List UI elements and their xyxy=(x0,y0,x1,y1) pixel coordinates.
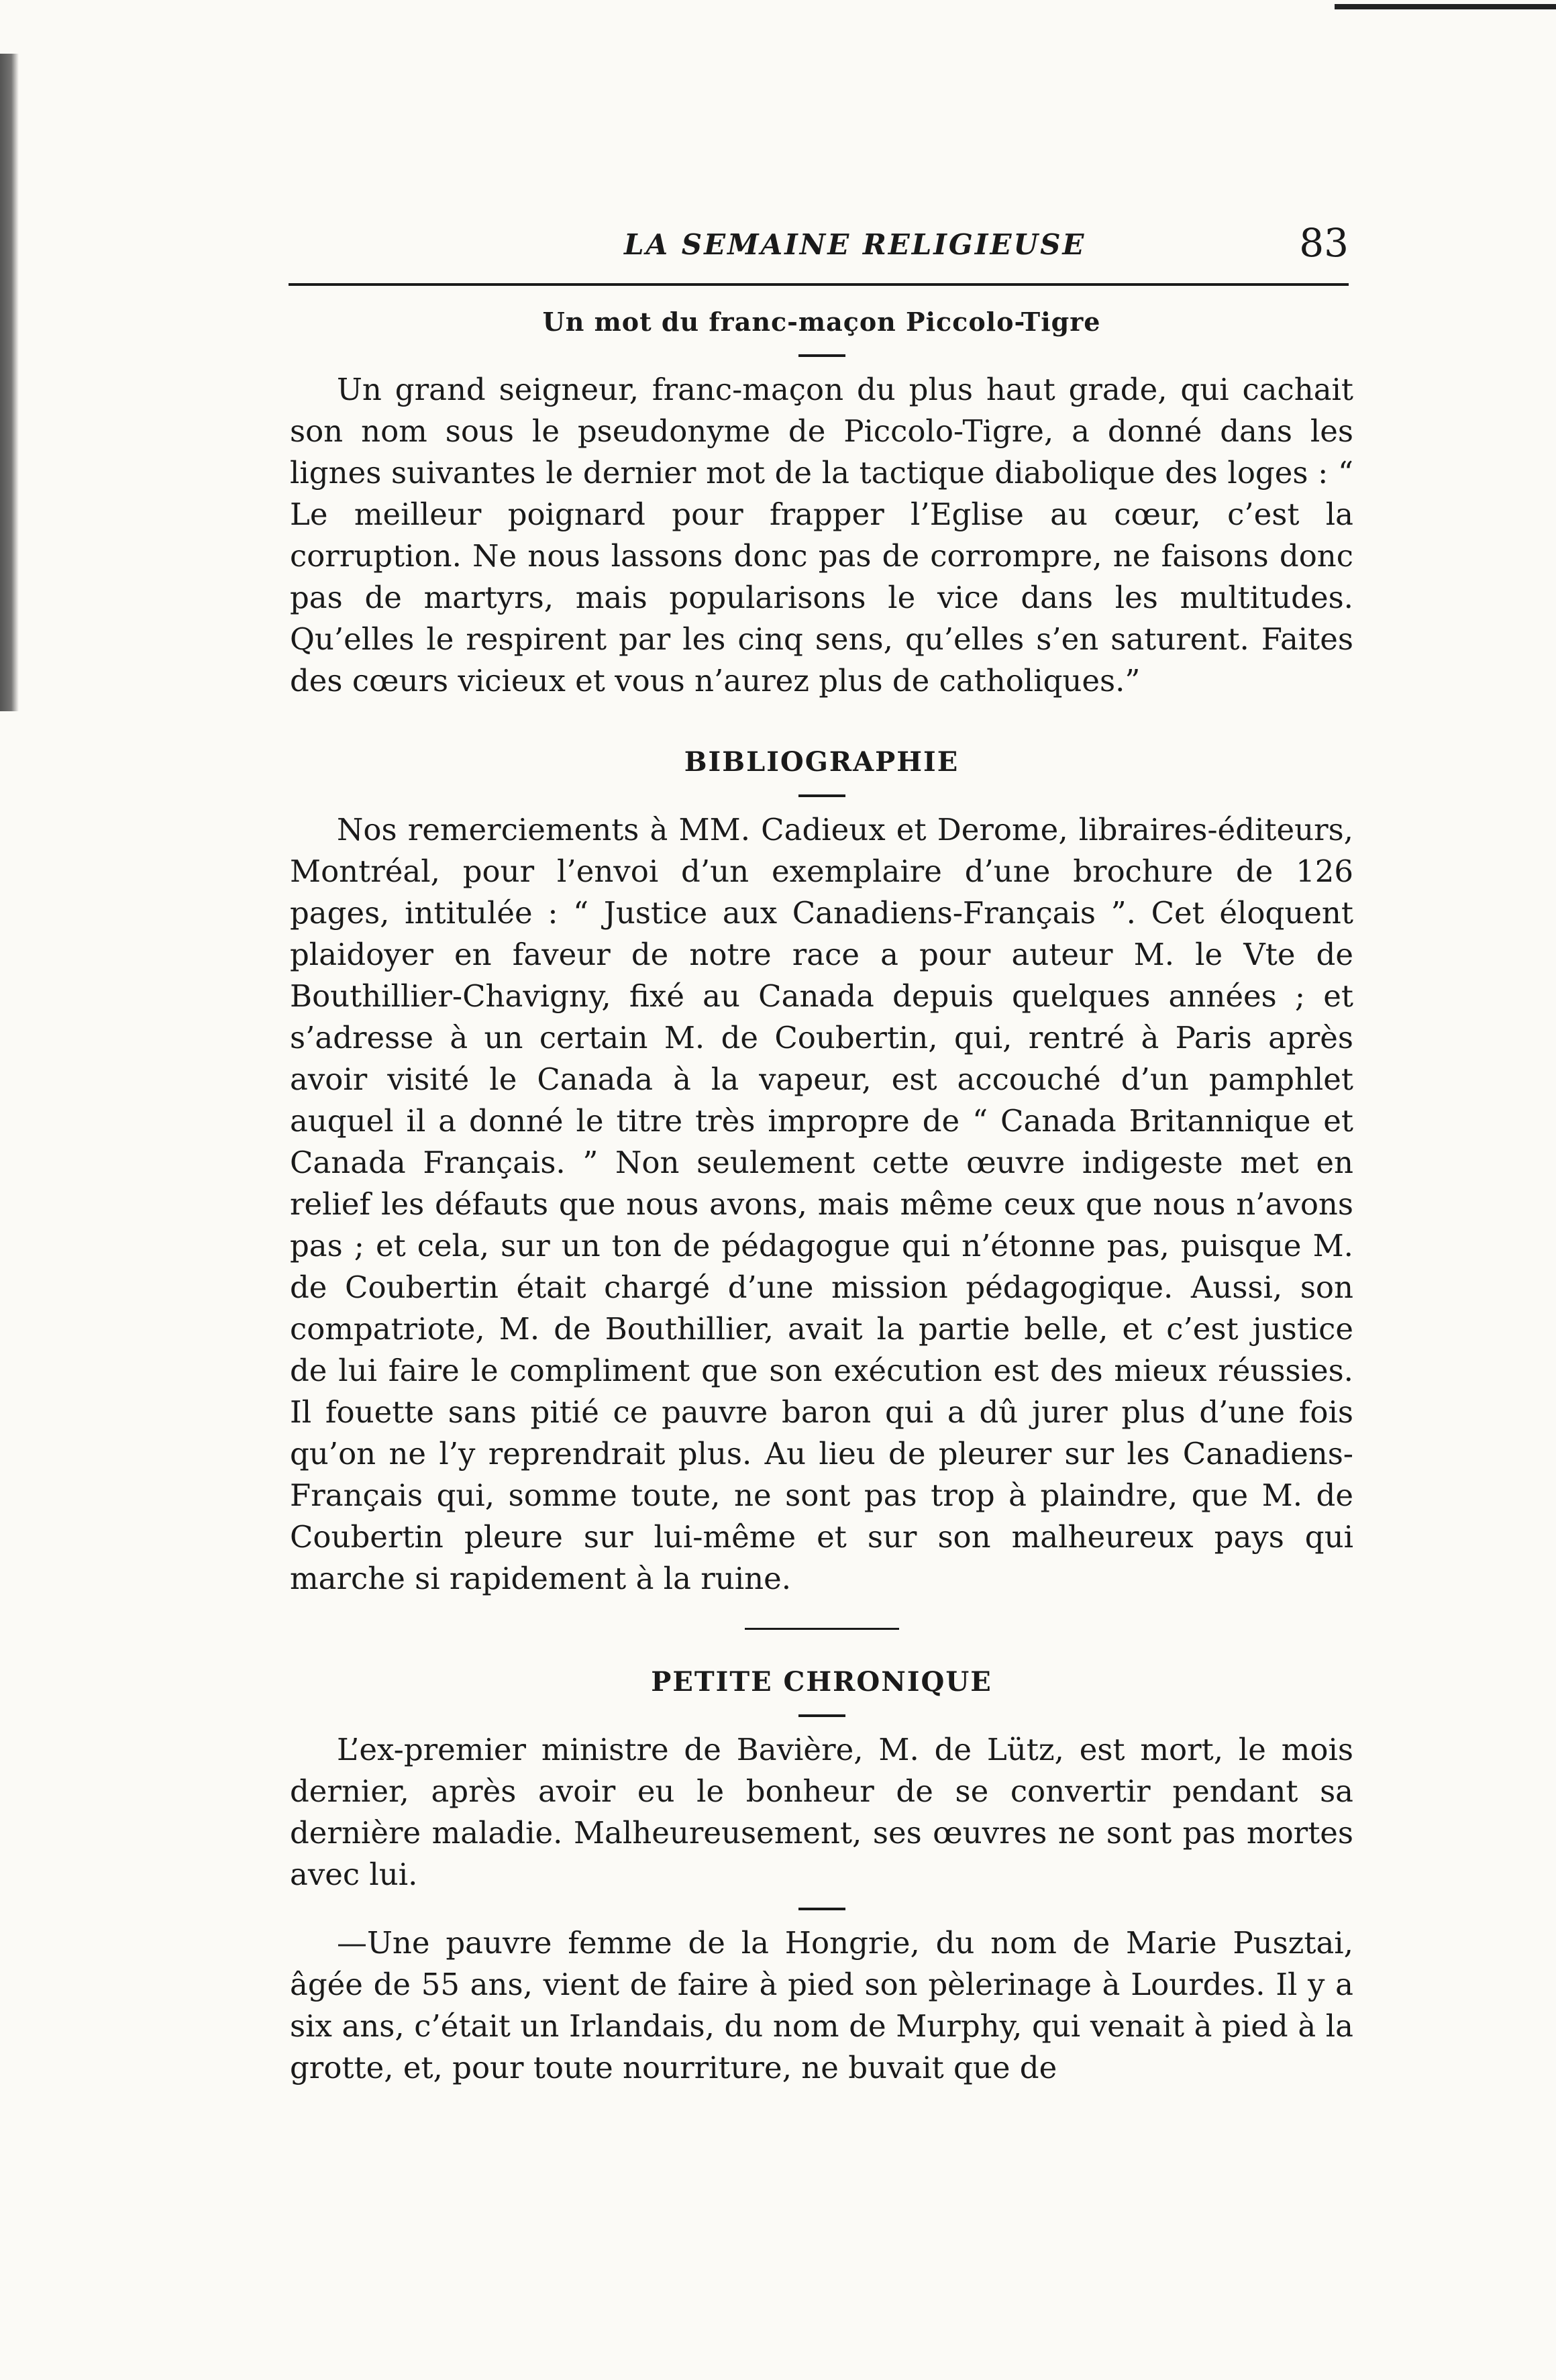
title-dash xyxy=(798,354,845,357)
title-dash xyxy=(798,794,845,797)
page-number: 83 xyxy=(1299,220,1349,266)
page-header xyxy=(289,221,1389,275)
running-title: LA SEMAINE RELIGIEUSE xyxy=(624,228,1086,261)
paragraph-chronique-1: L’ex-premier ministre de Bavière, M. de Lütz, est mort, le mois dernier, après avoir eu le bonheur de se convertir pendant sa dernière maladie. Malheureusement, ses œuvres ne sont pas mortes avec lui. xyxy=(290,1732,1353,1892)
paragraph-chronique-2: —Une pauvre femme de la Hongrie, du nom de Marie Pusztai, âgée de 55 ans, vient de faire à pied son pèlerinage à Lourdes. Il y a six ans, c’était un Irlandais, du nom de Murphy, qui venait à pied à la grotte, et, pour toute nourriture, ne buvait que de xyxy=(290,1925,1353,2085)
header-rule xyxy=(289,283,1349,286)
title-dash xyxy=(798,1714,845,1717)
paragraph-bibliographie: Nos remerciements à MM. Cadieux et Derome, libraires-éditeurs, Montréal, pour l’envoi d’un exemplaire d’une brochure de 126 pages, intitulée : “ Justice aux Canadiens-Français ”. Cet éloquent plaidoyer en faveur de notre race a pour auteur M. le Vte de Bouthillier-Chavigny, fixé au Canada depuis quelques années ; et s’adresse à un certain M. de Coubertin, qui, rentré à Paris après avoir visité le Canada à la vapeur, est accouché d’un pamphlet auquel il a donné le titre très impropre de “ Canada Britannique et Canada Français. ” Non seulement cette œuvre indigeste met en relief les défauts que nous avons, mais même ceux que nous n’avons pas ; et cela, sur un ton de pédagogue qui n’étonne pas, puisque M. de Coubertin était chargé d’une mission pédagogique. Aussi, son compatriote, M. de Bouthillier, avait la partie belle, et c’est justice de lui faire le compliment que son exécution est des mieux réussies. Il fouette sans pitié ce pauvre baron qui a dû jurer plus d’une fois qu’on ne l’y reprendrait plus. Au lieu de pleurer sur les Canadiens-Français qui, somme toute, ne sont pas trop à plaindre, que M. de Coubertin pleure sur lui-même et sur son malheureux pays qui marche si rapidement à la ruine. xyxy=(290,812,1353,1596)
section-title-chronique: PETITE CHRONIQUE xyxy=(651,1666,992,1698)
section-title-bibliographie: BIBLIOGRAPHIE xyxy=(684,746,959,778)
paragraph-dash xyxy=(798,1908,845,1910)
paragraph-piccolo: Un grand seigneur, franc-maçon du plus haut grade, qui cachait son nom sous le pseudonyme de Piccolo-Tigre, a donné dans les lignes suivantes le dernier mot de la tactique diabolique des loges : “ Le meilleur poignard pour frapper l’Eglise au cœur, c’est la corruption. Ne nous lassons donc pas de corrompre, ne faisons donc pas de martyrs, mais popularisons le vice dans les multitudes. Qu’elles le respirent par les cinq sens, qu’elles s’en saturent. Faites des cœurs vicieux et vous n’aurez plus de catholiques.” xyxy=(290,372,1353,699)
binding-shadow xyxy=(0,54,19,711)
section-title-piccolo: Un mot du franc-maçon Piccolo-Tigre xyxy=(542,307,1101,337)
section-separator xyxy=(745,1628,899,1630)
top-right-mark xyxy=(1335,4,1556,9)
text-column xyxy=(290,302,1353,2089)
